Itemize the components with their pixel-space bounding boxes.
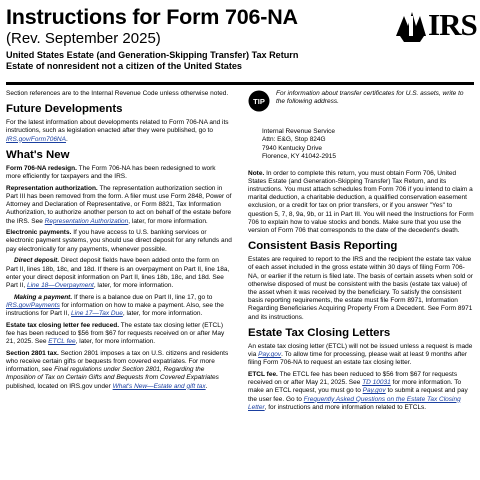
header-rule bbox=[6, 82, 474, 85]
etcl-fee-link[interactable]: ETCL fee bbox=[48, 338, 76, 346]
address-line: Attn: E&G, Stop 824G bbox=[262, 136, 326, 144]
direct-deposit-paragraph: Direct deposit. Direct deposit fields have been added onto the form on Part II, lines 18b, 18c, and 18d. If there is an overpayment on Part II, line 18a, enter your direct deposit information on Part II, lines 18b, 18c, and 18d. See Part II, Line 18—Overpayment, later, for more information. bbox=[6, 257, 230, 289]
section-2801-paragraph: Section 2801 tax. Section 2801 imposes a tax on U.S. citizens and residents who receive certain gifts or bequests from covered expatriates. For more information, see Final regulations under Section 2801, Regarding the Imposition of Tax on Certain Gifts and Bequests from Covered Expatriates published, located on IRS.gov under What's New—Estate and gift tax. bbox=[6, 349, 229, 390]
closing-letters-heading: Estate Tax Closing Letters bbox=[248, 326, 391, 339]
td-10031-link[interactable]: TD 10031 bbox=[362, 379, 391, 387]
etcl-fee-reduced-paragraph: Estate tax closing letter fee reduced. The estate tax closing letter (ETCL) fee has been reduced to $56 from $67 for requests received on or after May 21, 2025. See ETCL fee, later, for more information. bbox=[6, 321, 225, 346]
address-line: Internal Revenue Service bbox=[262, 128, 335, 135]
mailing-address bbox=[262, 128, 474, 162]
representation-authorization-link[interactable]: Representation Authorization bbox=[44, 217, 129, 225]
whats-new-heading: What's New bbox=[6, 148, 70, 161]
irs-logo bbox=[394, 6, 477, 44]
line-17-tax-due-link[interactable]: Line 17—Tax Due bbox=[71, 310, 123, 318]
tip-label: TIP bbox=[253, 97, 265, 106]
future-developments-paragraph: For the latest information about developments related to Form 706-NA and its instructions, such as legislation enacted after they were published, go to IRS.gov/Form706NA. bbox=[6, 119, 229, 143]
etcl-fee-paragraph: ETCL fee. The ETCL fee has been reduced to $56 from $67 for requests received on or after May 21, 2025. See TD 10031 for more information. To make an ETCL request, you must go to Pay.gov to submit a request and pay the user fee. Go to Frequently Asked Questions on the Estate Tax Closing Letter, for instructions and more information related to ETCLs. bbox=[248, 370, 468, 411]
tip-box bbox=[248, 90, 474, 120]
left-column bbox=[6, 90, 232, 394]
irs-logo-text: IRS bbox=[428, 7, 477, 42]
line-18-overpayment-link[interactable]: Line 18—Overpayment bbox=[26, 281, 94, 289]
paygov-link-2[interactable]: Pay.gov bbox=[362, 387, 386, 395]
tip-icon bbox=[248, 90, 270, 112]
future-developments-heading: Future Developments bbox=[6, 103, 123, 116]
address-line: Florence, KY 41042-2915 bbox=[262, 153, 336, 161]
form-subtitle-line-2: Estate of nonresident not a citizen of the United States bbox=[6, 61, 242, 71]
electronic-payments-paragraph: Electronic payments. If you have access to U.S. banking services or electronic payment systems, you should use direct deposit for any refunds and pay electronically for any payments, whenever possible. bbox=[6, 229, 232, 253]
paygov-link[interactable]: Pay.gov bbox=[258, 351, 282, 359]
address-line: 7940 Kentucky Drive bbox=[262, 144, 322, 152]
making-payment-paragraph: Making a payment. If there is a balance due on Part II, line 17, go to IRS.gov/Payments for information on how to make a payment. Also, see the instructions for Part II, Line 17—Tax Due, later, for more information. bbox=[6, 293, 224, 318]
revision-date: (Rev. September 2025) bbox=[6, 30, 161, 47]
form706na-link[interactable]: IRS.gov/Form706NA bbox=[6, 135, 66, 143]
tip-text: For information about transfer certificates for U.S. assets, write to the following address. bbox=[276, 90, 464, 106]
irs-payments-link[interactable]: IRS.gov/Payments bbox=[6, 301, 60, 309]
intro-paragraph: Section references are to the Internal Revenue Code unless otherwise noted. bbox=[6, 90, 229, 97]
etcl-faq-link[interactable]: Frequently Asked Questions on the Estate Tax Closing Letter bbox=[248, 395, 461, 411]
document-title: Instructions for Form 706-NA bbox=[6, 5, 298, 29]
right-column bbox=[248, 90, 474, 416]
redesign-paragraph: Form 706-NA redesign. The Form 706-NA has been redesigned to work more efficiently for taxpayers and the IRS. bbox=[6, 164, 216, 181]
whats-new-estate-gift-tax-link[interactable]: What's New—Estate and gift tax bbox=[112, 382, 206, 390]
closing-letters-paragraph: An estate tax closing letter (ETCL) will not be issued unless a request is made via Pay.gov. To allow time for processing, please wait at least 9 months after filing Form 706-NA to request an estate tax closing letter. bbox=[248, 342, 473, 367]
consistent-basis-paragraph: Estates are required to report to the IRS and the recipient the estate tax value of each asset included in the gross estate within 30 days of filing Form 706-NA, or earlier if the return is filed late. The basis of certain assets when sold or otherwise disposed of must be consistent with the basis (estate tax value) of the asset when it was received by the beneficiary. To satisfy the consistent basis reporting requirements, the estate must file Form 8971, Information Regarding Beneficiaries Acquiring Property From a Decedent. See Form 8971 and its instructions. bbox=[248, 256, 473, 321]
document-header bbox=[6, 4, 477, 92]
consistent-basis-heading: Consistent Basis Reporting bbox=[248, 240, 398, 253]
representation-paragraph: Representation authorization. The representation authorization section in Part III has been removed from the form. A filer must use Form 2848, Power of Attorney and Declaration of Representative, or Form 8821, Tax Information Authorization, to authorize another person to act on behalf of the estate before the IRS. See Representation Authorization, later, for more information. bbox=[6, 184, 232, 225]
form-subtitle: United States Estate (and Generation-Skipping Transfer) Tax Return bbox=[6, 50, 299, 60]
irs-eagle-logo-icon bbox=[394, 6, 428, 44]
note-paragraph: Note. In order to complete this return, you must obtain Form 706, United States Estate (and Generation-Skipping Transfer) Tax Return, and its instructions. You must attach schedules from Form 706 if you intend to claim a marital deduction, a charitable deduction, a qualified conservation easement exclusion, or a credit for tax on prior transfers, or if you answer "Yes" to question 5, 7, 8, 9a, 9b, or 11 in Part III. You will need the Instructions for Form 706 to explain how to value stocks and bonds. Make sure that you use the version of Form 706 that corresponds to the date of the decedent's death. bbox=[248, 169, 474, 235]
